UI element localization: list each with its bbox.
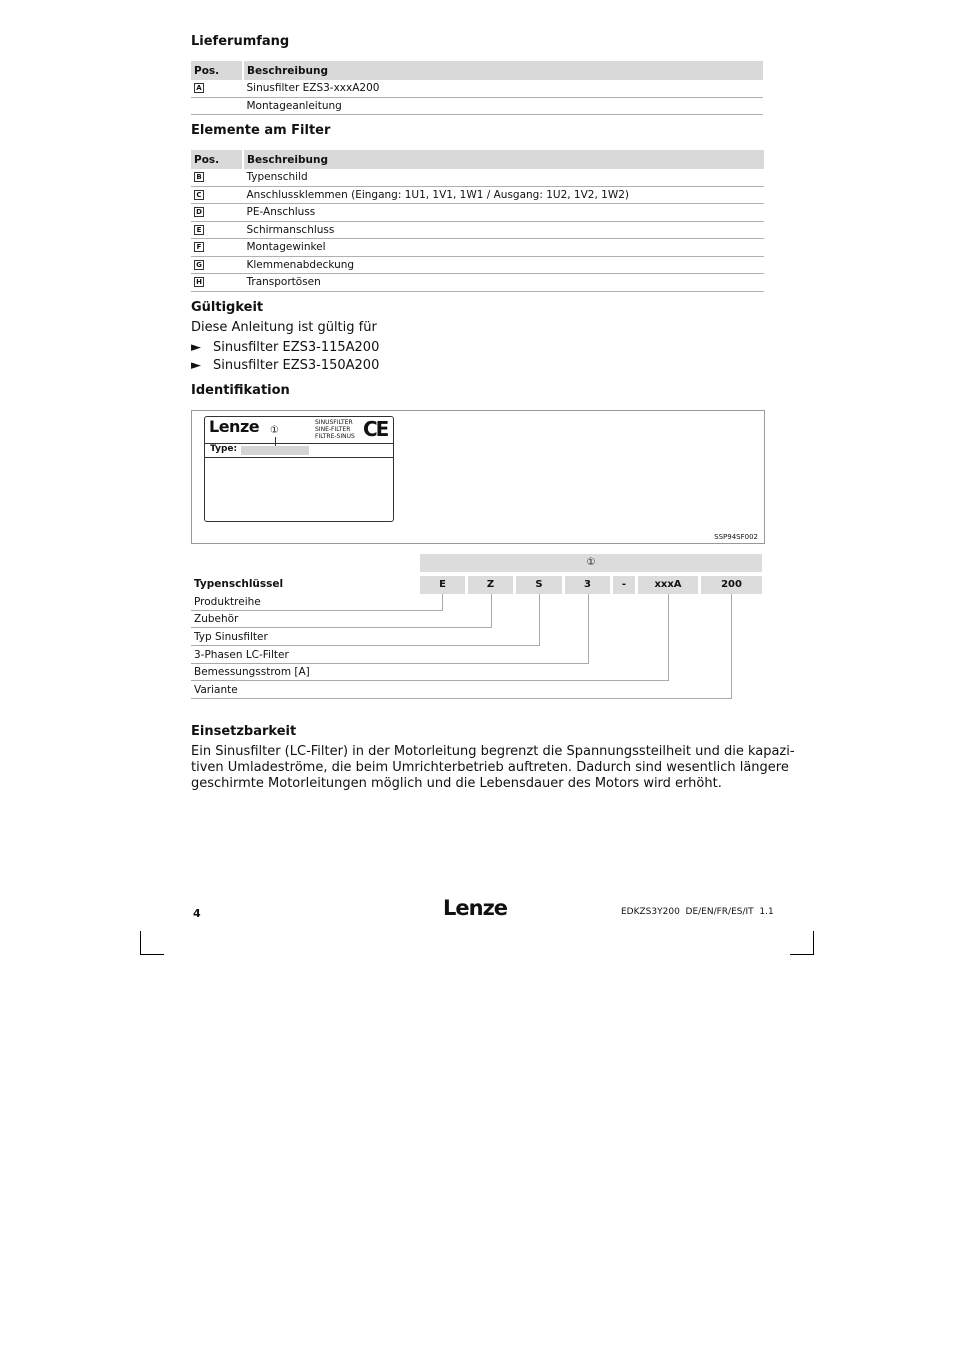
row-desc: PE-Anschluss [243, 204, 764, 222]
text-line: geschirmte Motorleitungen möglich und die Lebensdauer des Motors wird erhöht. [191, 776, 722, 791]
table-row [191, 256, 764, 274]
list-item-text: Sinusfilter EZS3-150A200 [213, 358, 380, 373]
typecode-row: Typ Sinusfilter [191, 629, 540, 646]
typecode-row: Bemessungsstrom [A] [191, 664, 669, 681]
position-marker: H [194, 277, 204, 287]
bullet-arrow-icon: ► [191, 358, 201, 373]
col-pos: Pos. [191, 61, 243, 80]
list-item [191, 340, 379, 355]
type-field [241, 446, 309, 455]
position-marker: G [194, 260, 204, 270]
heading-lieferumfang: Lieferumfang [191, 34, 290, 49]
list-item-text: Sinusfilter EZS3-115A200 [213, 340, 380, 355]
plate-divider [205, 457, 393, 458]
product-line: SINE-FILTER [315, 426, 351, 433]
figure-code: SSP94SF002 [714, 533, 758, 541]
typecode-char: xxxA [638, 576, 698, 594]
ce-mark-icon: CE [363, 417, 388, 441]
col-pos: Pos. [191, 150, 243, 169]
col-desc: Beschreibung [243, 61, 763, 80]
table-row [191, 274, 764, 292]
callout-marker: ① [270, 425, 279, 436]
position-marker: C [194, 190, 204, 200]
connector-line [668, 594, 669, 681]
row-pos [191, 97, 243, 115]
typecode-row: Variante [191, 682, 732, 699]
typecode-char: 200 [701, 576, 762, 594]
row-desc: Klemmenabdeckung [243, 256, 764, 274]
bullet-arrow-icon: ► [191, 340, 201, 355]
connector-line [539, 594, 540, 646]
connector-line [491, 594, 492, 628]
typecode-marker: ① [420, 554, 762, 572]
text-line: tiven Umladeströme, die beim Umrichterbetrieb auftreten. Dadurch sind wesentlich längere [191, 760, 789, 775]
document-code: EDKZS3Y200 DE/EN/FR/ES/IT 1.1 [621, 907, 774, 917]
nameplate [204, 416, 394, 522]
crop-mark [813, 931, 814, 955]
lenze-logo: Lenze [209, 417, 260, 436]
typecode-label: Typenschlüssel [194, 578, 284, 590]
position-marker: B [194, 172, 204, 182]
product-lines [315, 419, 355, 440]
row-desc: Montageanleitung [243, 97, 763, 115]
table-row [191, 186, 764, 204]
position-marker: D [194, 207, 204, 217]
position-marker: F [194, 242, 204, 252]
crop-mark [140, 954, 164, 955]
row-desc: Sinusfilter EZS3-xxxA200 [243, 80, 763, 97]
connector-line [588, 594, 589, 664]
table-row [191, 221, 764, 239]
typecode-row: 3-Phasen LC-Filter [191, 647, 589, 664]
connector-line [731, 594, 732, 699]
typecode-char: S [516, 576, 562, 594]
footer-lenze-logo: Lenze [443, 896, 508, 920]
row-desc: Typenschild [243, 169, 764, 186]
typecode-char: E [420, 576, 465, 594]
typecode-row: Produktreihe [191, 594, 443, 611]
table-elemente [191, 150, 764, 292]
position-marker: E [194, 225, 204, 235]
table-lieferumfang [191, 61, 763, 115]
list-item [191, 358, 379, 373]
row-desc: Anschlussklemmen (Eingang: 1U1, 1V1, 1W1 / Ausgang: 1U2, 1V2, 1W2) [243, 186, 764, 204]
typecode-char: 3 [565, 576, 610, 594]
nameplate-figure [191, 410, 765, 544]
table-row [191, 80, 763, 97]
text-line: Ein Sinusfilter (LC-Filter) in der Motorleitung begrenzt die Spannungssteilheit und die kapazi- [191, 744, 795, 759]
heading-elemente: Elemente am Filter [191, 123, 331, 138]
position-marker: A [194, 83, 204, 93]
row-desc: Schirmanschluss [243, 221, 764, 239]
type-label: Type: [210, 444, 238, 454]
row-desc: Montagewinkel [243, 239, 764, 257]
table-row [191, 97, 763, 115]
table-row [191, 239, 764, 257]
heading-einsetzbarkeit: Einsetzbarkeit [191, 724, 297, 739]
heading-identifikation: Identifikation [191, 383, 290, 398]
table-row [191, 204, 764, 222]
typecode-char: Z [468, 576, 513, 594]
row-desc: Transportösen [243, 274, 764, 292]
heading-gueltigkeit: Gültigkeit [191, 300, 264, 315]
product-line: SINUSFILTER [315, 419, 353, 426]
crop-mark [140, 931, 141, 955]
table-row [191, 169, 764, 186]
product-line: FILTRE-SINUS [315, 433, 355, 440]
col-desc: Beschreibung [243, 150, 764, 169]
einsetzbarkeit-text [191, 744, 795, 792]
typecode-char: - [613, 576, 635, 594]
crop-mark [790, 954, 814, 955]
typecode-row: Zubehör [191, 611, 492, 628]
connector-line [442, 594, 443, 611]
page-number: 4 [193, 907, 201, 920]
gueltigkeit-intro: Diese Anleitung ist gültig für [191, 320, 377, 335]
